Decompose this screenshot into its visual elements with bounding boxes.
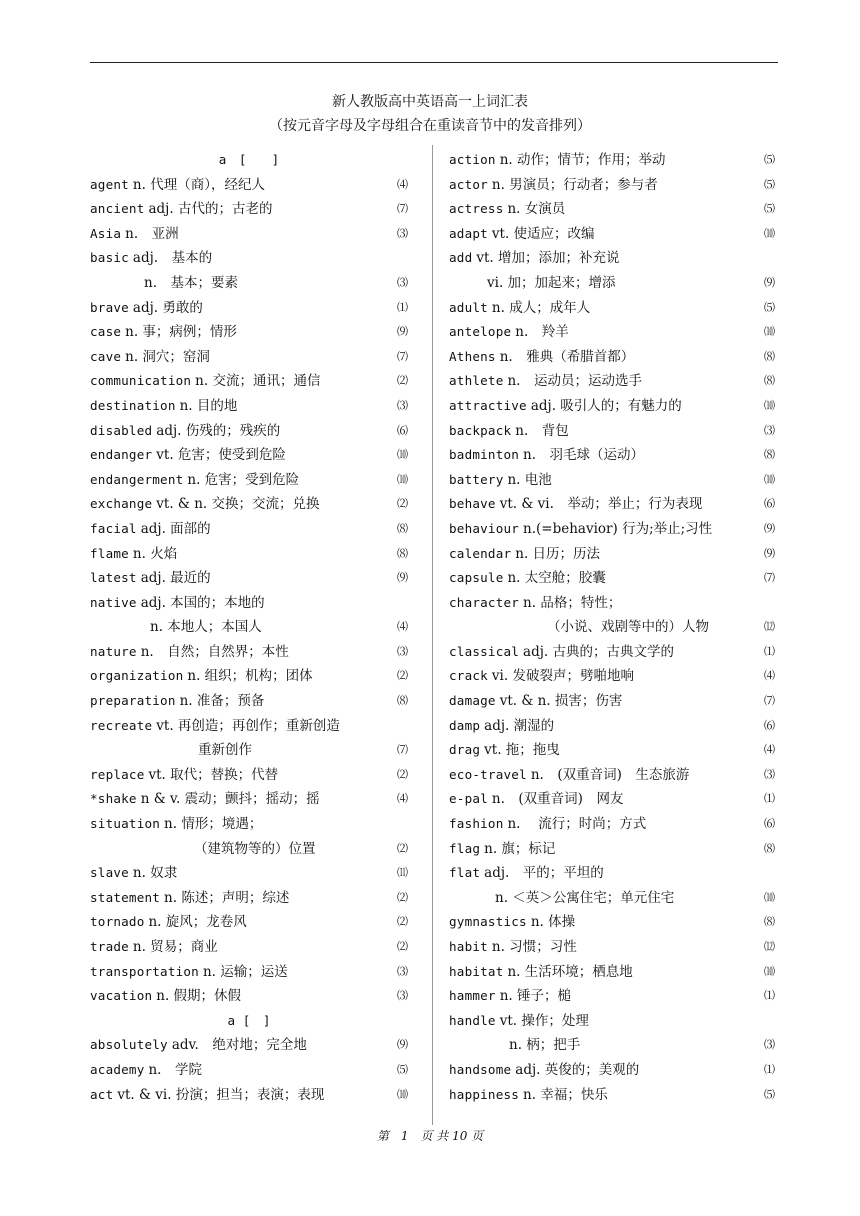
headword: cave [90,348,122,364]
unit-number: ⑴ [764,989,775,1003]
vocab-entry [90,1033,408,1058]
vocab-entry [449,935,775,960]
headword: handle [449,1012,496,1028]
unit-number: ⑽ [764,964,775,978]
unit-number: ⑾ [397,866,408,880]
definition-text: vt. 取代；替换；代替 [148,766,279,783]
definition-text: n. 电池 [507,471,552,488]
definition-text: n. 火焰 [132,545,178,562]
vocab-entry [90,1058,408,1083]
definition-text: n. 女演员 [507,201,566,218]
headword: calendar [449,545,512,561]
headword: vacation [90,988,153,1004]
definition-text: vt. 危害；使受到危险 [156,447,286,464]
definition-text: vt. & n. 交换；交流；兑换 [156,496,320,513]
entry-continuation [90,615,408,640]
section-heading: a [ ] [218,152,280,167]
vocab-entry [449,394,775,419]
entry-continuation [449,1033,775,1058]
unit-number: ⑹ [764,718,775,732]
vocab-entry [449,738,775,763]
headword: attractive [449,397,527,413]
definition-text: n. 情形；境遇； [164,816,263,833]
headword: latest [90,570,137,586]
unit-number: ⑷ [397,792,408,806]
definition-text: n. 假期；休假 [156,988,242,1005]
top-rule [90,62,778,63]
headword: Asia [90,225,122,241]
vocab-entry [449,222,775,247]
definition-text: vi. 加；加起来；增添 [487,274,616,291]
headword: athlete [449,373,504,389]
unit-number: ⑸ [397,1062,408,1076]
definition-text: n. 羚羊 [515,324,569,341]
unit-number: ⑵ [397,940,408,953]
vocab-entry [449,664,775,689]
definition-text: n. 幸福；快乐 [523,1086,608,1103]
definition-text: adj. 潮湿的 [484,717,555,734]
vocab-entry [449,714,775,739]
vocab-entry [90,861,408,886]
entry-continuation [449,886,775,911]
page-title: 新人教版高中英语高一上词汇表 [332,94,528,110]
definition-text: adv. 绝对地；完全地 [171,1037,307,1054]
vocab-entry [90,246,408,271]
headword: backpack [449,422,512,438]
definition-text: adj. 最近的 [140,570,211,587]
unit-number: ⑺ [397,202,408,216]
headword: adult [449,299,488,315]
vocab-entry [90,468,408,493]
definition-text: n. 奴隶 [132,865,178,882]
headword: antelope [449,324,512,340]
headword: disabled [90,422,153,438]
vocab-entry [449,345,775,370]
definition-text: vt. 使适应；改编 [491,225,595,242]
headword: slave [90,865,129,881]
headword: Athens [449,348,496,364]
vocab-entry [449,861,775,886]
unit-number: ⑹ [764,817,775,831]
unit-number: ⑴ [397,300,408,314]
vocab-entry [90,320,408,345]
unit-number: ⑷ [397,177,408,191]
unit-number: ⑵ [397,890,408,904]
vocab-entry [449,296,775,321]
unit-number: ⑻ [764,349,775,363]
headword: crack [449,668,488,684]
definition-text: n. 事；病例；情形 [125,324,237,341]
headword: habitat [449,963,504,979]
vocab-entry [449,197,775,222]
unit-number: ⑵ [397,915,408,929]
headword: endanger [90,447,153,463]
headword: recreate [90,717,153,733]
vocab-entry [90,1083,408,1108]
headword: ancient [90,201,145,217]
vocab-entry [449,837,775,862]
unit-number: ⑵ [397,841,408,855]
definition-text: n. 目的地 [179,397,238,414]
vocab-entry [449,984,775,1009]
definition-text: adj. 勇敢的 [132,299,203,316]
headword: case [90,324,122,340]
unit-number: ⑺ [397,349,408,363]
definition-text: n. 日历；历法 [515,545,601,562]
unit-number: ⑼ [764,521,775,535]
entry-continuation [449,271,775,296]
headword: absolutely [90,1037,168,1053]
definition-text: n. 危害；受到危险 [187,471,300,488]
headword: character [449,594,520,610]
headword: destination [90,397,176,413]
definition-text: vt. 再创造；再创作；重新创造 [156,717,340,734]
definition-text: n. 柄；把手 [509,1037,581,1054]
unit-number: ⑻ [397,694,408,708]
unit-number: ⑺ [764,694,775,708]
headword: drag [449,742,481,758]
entry-continuation [90,271,408,296]
headword: organization [90,668,184,684]
headword: statement [90,889,161,905]
definition-text: adj. 面部的 [140,520,211,537]
unit-number: ⑵ [397,374,408,388]
headword: fashion [449,816,504,832]
headword: situation [90,816,161,832]
vocab-entry [90,591,408,616]
unit-number: ⑶ [397,275,408,289]
vocab-entry [449,640,775,665]
definition-text: n. 本地人；本国人 [150,619,262,636]
vocab-entry [90,222,408,247]
unit-number: ⑽ [764,472,775,486]
unit-number: ⑺ [764,571,775,585]
headword: happiness [449,1086,520,1102]
headword: add [449,250,473,266]
vocab-entry [449,542,775,567]
headword: basic [90,250,129,266]
unit-number: ⑶ [397,226,408,240]
headword: e-pal [449,791,488,807]
headword: *shake [90,791,137,807]
vocab-entry [449,148,775,173]
unit-number: ⑶ [764,423,775,437]
headword: habit [449,939,488,954]
unit-number: ⑷ [764,743,775,757]
vocab-entry [90,345,408,370]
unit-number: ⑼ [764,546,775,560]
definition-text: n. 动作；情节；作用；举动 [499,152,666,168]
vocab-entry [449,369,775,394]
unit-number: ⑶ [764,767,775,781]
vocab-entry [449,812,775,837]
definition-text: adj. 基本的 [132,250,213,267]
vocab-entry [449,787,775,812]
unit-number: ⑶ [764,1038,775,1052]
headword: tornado [90,914,145,930]
headword: communication [90,373,192,389]
unit-number: ⑻ [764,915,775,929]
definition-text: n. 生活环境；栖息地 [507,963,633,980]
headword: badminton [449,447,520,463]
vocab-entry [90,296,408,321]
definition-text: adj. 英俊的；美观的 [515,1061,640,1078]
unit-number: ⑽ [764,226,775,240]
headword: flame [90,545,129,561]
definition-text: vt. 增加；添加；补充说 [476,250,620,267]
definition-text: vt. 操作；处理 [499,1012,589,1029]
headword: flag [449,840,481,856]
vocab-entry [449,763,775,788]
definition-text: n. 背包 [515,422,569,439]
unit-number: ⑹ [397,423,408,437]
vocab-entry [90,419,408,444]
headword: capsule [449,570,504,586]
vocab-entry [90,689,408,714]
vocab-entry [449,443,775,468]
vocab-entry [449,910,775,935]
column-divider [432,145,433,1125]
vocab-entry [90,197,408,222]
definition-text: n. 贸易；商业 [132,939,218,955]
headword: agent [90,176,129,192]
headword: damage [449,693,496,709]
unit-number: ⑴ [764,792,775,806]
vocab-entry [90,394,408,419]
vocab-entry [449,1083,775,1108]
definition-text: n. (双重音词) 网友 [491,791,624,808]
unit-number: ⑴ [764,644,775,658]
unit-number: ⑴ [764,1062,775,1076]
definition-text: （建筑物等的）位置 [194,840,316,857]
unit-number: ⑻ [764,374,775,388]
definition-text: n. 太空舱；胶囊 [507,570,606,587]
headword: handsome [449,1061,512,1077]
definition-text: n. 学院 [148,1061,202,1078]
section-heading: a [ ] [227,1012,271,1028]
vocab-entry [449,320,775,345]
definition-text: n. 基本；要素 [144,274,238,291]
headword: eco-travel [449,766,527,782]
unit-number: ⑽ [764,398,775,412]
definition-text: n. 陈述；声明；综述 [164,889,290,906]
unit-number: ⑽ [397,472,408,486]
vocab-entry [90,787,408,812]
definition-text: vt. & n. 损害；伤害 [499,693,623,710]
definition-text: n. 品格；特性； [523,594,622,611]
unit-number: ⑵ [397,669,408,683]
unit-number: ⑻ [397,546,408,560]
definition-text: adj. 平的；平坦的 [484,865,604,882]
vocab-entry [449,468,775,493]
vocab-entry [90,910,408,935]
headword: facial [90,520,137,536]
headword: classical [449,643,520,659]
unit-number: ⑺ [397,743,408,757]
unit-number: ⑷ [397,620,408,634]
unit-number: ⑶ [397,964,408,978]
vocab-entry [90,714,408,739]
unit-number: ⑷ [764,669,775,683]
unit-number: ⑶ [397,644,408,658]
definition-text: n. 雅典（希腊首都） [499,348,635,365]
headword: actress [449,201,504,217]
definition-text: n. 男演员；行动者；参与者 [491,176,658,193]
definition-text: n. 自然；自然界；本性 [140,643,289,660]
unit-number: ⑽ [397,448,408,462]
definition-text: n. ＜英＞公寓住宅；单元住宅 [495,889,675,906]
unit-number: ⑶ [397,398,408,412]
definition-text: 重新创作 [198,742,252,759]
definition-text: n. 亚洲 [125,225,179,242]
definition-text: adj. 伤残的；残疾的 [156,422,281,439]
headword: gymnastics [449,914,527,930]
definition-text: adj. 吸引人的；有魅力的 [530,397,682,414]
definition-text: n. 运输；运送 [202,963,288,980]
vocab-entry [449,492,775,517]
vocab-entry [449,960,775,985]
vocab-entry [90,984,408,1009]
vocab-entry [90,173,408,198]
headword: brave [90,299,129,315]
unit-number: ⑻ [397,521,408,535]
vocab-entry [449,591,775,616]
vocab-entry [90,640,408,665]
unit-number: ⑼ [764,275,775,289]
vocab-entry [449,1009,775,1034]
vocab-entry [449,566,775,591]
unit-number: ⑵ [397,497,408,511]
vocab-entry [449,689,775,714]
vocab-entry [449,246,775,271]
headword: damp [449,717,481,733]
unit-number: ⑵ [397,767,408,781]
headword: endangerment [90,471,184,487]
unit-number: ⑼ [397,325,408,339]
definition-text: n. 旗；标记 [484,840,556,857]
unit-number: ⑻ [764,448,775,462]
entry-continuation [449,615,775,640]
unit-number: ⑸ [764,153,775,166]
definition-text: n. 交流；通讯；通信 [195,373,321,390]
definition-text: n. 体操 [530,914,576,931]
definition-text: adj. 古代的；古老的 [148,201,273,218]
headword: actor [449,176,488,192]
headword: academy [90,1061,145,1077]
vocab-entry [90,492,408,517]
definition-text: vi. 发破裂声；劈啪地响 [491,668,634,685]
vocab-entry [90,369,408,394]
unit-number: ⑸ [764,202,775,216]
left-column [90,148,408,1124]
entry-continuation [90,837,408,862]
headword: behave [449,496,496,512]
headword: behaviour [449,520,520,536]
headword: exchange [90,496,153,512]
vocab-entry [449,517,775,542]
vocab-entry [90,443,408,468]
headword: flat [449,865,481,881]
vocab-entry [449,419,775,444]
unit-number: ⑸ [764,177,775,191]
definition-text: n. 洞穴；窑洞 [125,348,210,365]
definition-text: n. 羽毛球（运动） [523,447,645,464]
headword: action [449,152,496,167]
definition-text: n. 成人；成年人 [491,299,591,316]
unit-number: ⑽ [764,325,775,339]
vocab-entry [90,886,408,911]
definition-text: adj. 古典的；古典文学的 [523,643,675,660]
headword: battery [449,471,504,487]
headword: preparation [90,693,176,709]
definition-text: n. 锤子；槌 [499,988,571,1005]
definition-text: n. 组织；机构；团体 [187,668,313,685]
headword: act [90,1086,114,1102]
unit-number: ⑻ [764,841,775,855]
vocab-entry [90,812,408,837]
definition-text: vt. & vi. 扮演；担当；表演；表现 [117,1086,325,1103]
vocab-entry [90,542,408,567]
headword: native [90,594,137,610]
definition-text: n. 运动员；运动选手 [507,373,642,390]
definition-text: n.(=behavior) 行为;举止;习性 [523,520,713,537]
vocab-entry [90,960,408,985]
definition-text: （小说、戏剧等中的）人物 [547,619,709,636]
definition-text: n. 准备；预备 [179,693,265,710]
unit-number: ⑸ [764,1087,775,1101]
headword: replace [90,766,145,782]
unit-number: ⑿ [764,620,775,634]
page-footer: 第 1 页 共 10 页 [376,1129,484,1143]
vocab-entry [90,566,408,591]
vocab-entry [449,173,775,198]
headword: nature [90,643,137,659]
vocab-entry [90,517,408,542]
unit-number: ⑸ [764,300,775,314]
unit-number: ⑿ [764,940,775,953]
definition-text: n. 代理（商），经纪人 [132,176,265,193]
definition-text: vt. & vi. 举动；举止；行为表现 [499,496,703,513]
definition-text: n. 流行；时尚；方式 [507,816,647,833]
entry-continuation [90,738,408,763]
definition-text: n & v. 震动；颤抖；摇动；摇 [140,791,320,808]
definition-text: vt. 拖；拖曳 [484,742,560,759]
vocab-entry [449,1058,775,1083]
headword: trade [90,939,129,954]
definition-text: n. 习惯；习性 [491,939,577,955]
unit-number: ⑼ [397,571,408,585]
unit-number: ⑼ [397,1038,408,1052]
unit-number: ⑹ [764,497,775,511]
headword: transportation [90,963,199,979]
definition-text: adj. 本国的；本地的 [140,594,265,611]
vocab-entry [90,935,408,960]
definition-text: n. (双重音词) 生态旅游 [530,766,690,783]
vocab-entry [90,763,408,788]
headword: adapt [449,225,488,241]
definition-text: n. 旋风；龙卷风 [148,914,247,931]
vocab-entry [90,664,408,689]
right-column [449,148,775,1124]
unit-number: ⑽ [764,890,775,904]
unit-number: ⑽ [397,1087,408,1101]
page-subtitle: （按元音字母及字母组合在重读音节中的发音排列） [269,118,591,134]
headword: hammer [449,988,496,1004]
unit-number: ⑶ [397,989,408,1003]
